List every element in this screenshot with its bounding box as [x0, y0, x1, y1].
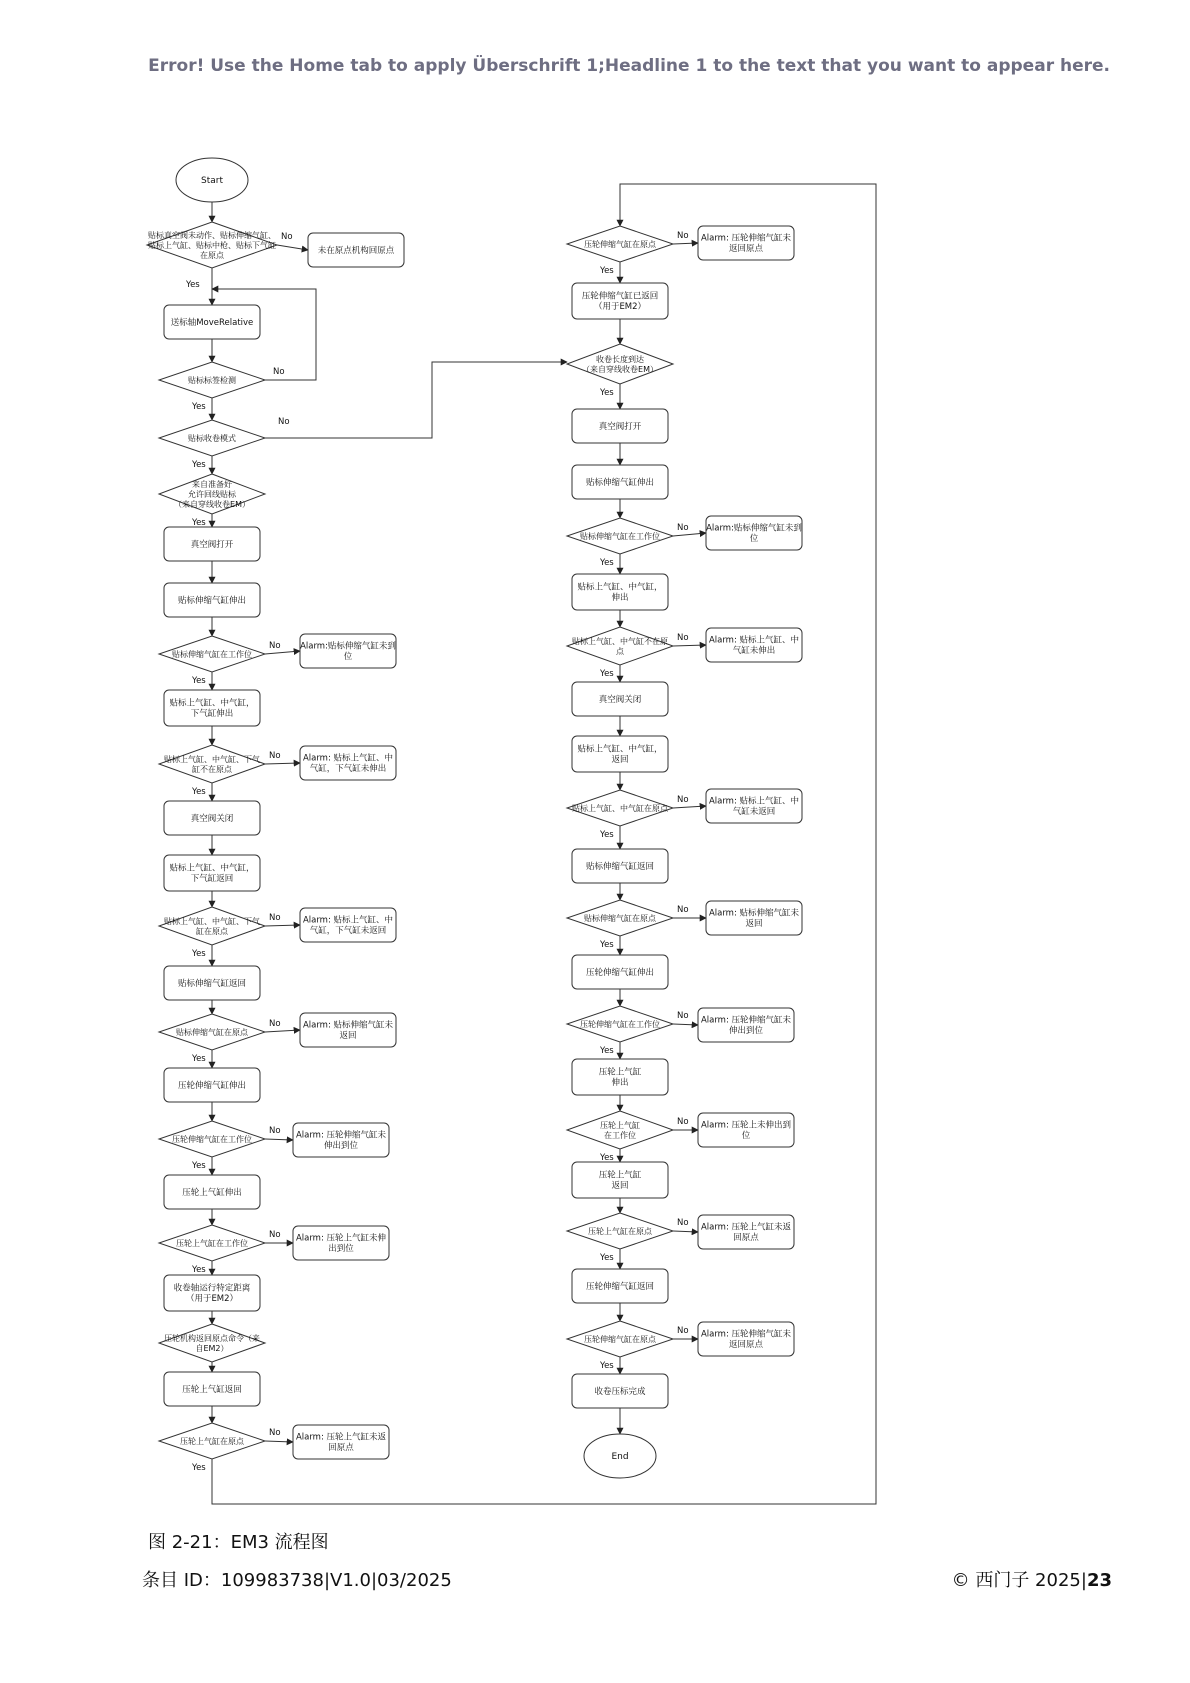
process-label-l_init_alarm: 未在原点机构回原点: [317, 245, 395, 256]
process-label-r_pu_work_a: Alarm: 压轮上未伸出到位: [700, 1120, 792, 1142]
decision-label-l_pu_home: 压轮上气缸在原点: [180, 1436, 244, 1446]
process-label-l_tel_ret: 贴标伸缩气缸返回: [177, 978, 247, 989]
process-label-l_move: 送标轴MoveRelative: [170, 317, 254, 328]
yes-label-l_pr_work: Yes: [192, 1161, 206, 1171]
process-label-r_pr_out: 压轮伸缩气缸伸出: [585, 967, 655, 978]
edge-no-r_pr_home-r_pr_home_a: [673, 243, 698, 244]
process-label-l_tel_out: 贴标伸缩气缸伸出: [177, 595, 247, 606]
no-label-l_label: No: [273, 367, 285, 377]
edge-no-l_umd_home-l_umd_out_a: [265, 763, 300, 764]
decision-label-l_home_cmd: 压轮机构返回原点命令（来自EM2）: [164, 1333, 260, 1353]
edge-no-l_tel_home-l_tel_home_a: [265, 1030, 300, 1032]
terminal-label-start: Start: [201, 176, 223, 187]
decision-label-l_tel_home: 贴标伸缩气缸在原点: [176, 1027, 248, 1037]
decision-label-l_tel_work: 贴标伸缩气缸在工作位: [172, 649, 252, 659]
yes-label-r_pr_work: Yes: [600, 1046, 614, 1056]
no-label-l_pr_work: No: [269, 1126, 281, 1136]
process-label-r_vac_open: 真空阀打开: [598, 421, 642, 432]
yes-label-l_umd_home: Yes: [192, 787, 206, 797]
process-label-l_pu_work_a: Alarm: 压轮上气缸未伸出到位: [295, 1233, 387, 1255]
footer-entry-id: 条目 ID：109983738|V1.0|03/2025: [142, 1570, 452, 1591]
no-label-r_pr_home2: No: [677, 1326, 689, 1336]
yes-label-l_umd_home2: Yes: [192, 949, 206, 959]
no-label-r_um_nothome: No: [677, 633, 689, 643]
process-label-r_vac_close: 真空阀关闭: [598, 694, 642, 705]
no-label-l_init: No: [281, 232, 293, 242]
yes-label-r_len: Yes: [600, 388, 614, 398]
process-label-l_vac_open: 真空阀打开: [190, 539, 234, 550]
edge-loop-to-right-column: [212, 184, 876, 1504]
process-label-r_pr_home2_a: Alarm: 压轮伸缩气缸未返回原点: [700, 1329, 792, 1351]
yes-label-l_init: Yes: [186, 280, 200, 290]
process-label-l_pu_home_a: Alarm: 压轮上气缸未返回原点: [295, 1432, 387, 1454]
decision-label-l_mode: 贴标收卷模式: [188, 433, 236, 443]
yes-label-r_tel_work: Yes: [600, 558, 614, 568]
process-label-l_tel_work_a: Alarm:贴标伸缩气缸未到位: [300, 641, 396, 663]
yes-label-r_pu_work: Yes: [600, 1153, 614, 1163]
decision-label-l_label: 贴标标签检测: [188, 375, 236, 385]
decision-label-r_um_nothome: 贴标上气缸、中气缸不在原点: [572, 636, 668, 656]
edge-no-r_um_home-r_um_ret_a: [673, 806, 706, 808]
decision-label-l_init: 贴标真空阀未动作、贴标伸缩气缸、贴标上气缸、贴标中枪、贴标下气缸在原点: [148, 230, 276, 260]
process-label-l_umd_out_a: Alarm: 贴标上气缸、中气缸，下气缸未伸出: [302, 753, 394, 775]
process-label-r_um_ret_a: Alarm: 贴标上气缸、中气缸未返回: [708, 796, 800, 818]
page-header: Error! Use the Home tab to apply Überschrift 1;Headline 1 to the text that you want to appear here.: [148, 56, 1110, 76]
process-label-l_pr_work_a: Alarm: 压轮伸缩气缸未伸出到位: [295, 1130, 387, 1152]
process-label-l_pr_out: 压轮伸缩气缸伸出: [177, 1080, 247, 1091]
copyright-text: © 西门子 2025: [951, 1570, 1081, 1591]
yes-label-l_ready: Yes: [192, 518, 206, 528]
no-label-l_mode: No: [278, 417, 290, 427]
process-label-l_pu_ret: 压轮上气缸返回: [182, 1384, 242, 1395]
edge-no-l_tel_work-l_tel_work_a: [265, 651, 300, 654]
decision-label-r_pr_home: 压轮伸缩气缸在原点: [584, 239, 656, 249]
process-label-r_pr_home_a: Alarm: 压轮伸缩气缸未返回原点: [700, 233, 792, 255]
yes-label-r_um_home: Yes: [600, 830, 614, 840]
decision-label-r_pr_home2: 压轮伸缩气缸在原点: [584, 1334, 656, 1344]
no-label-l_pu_work: No: [269, 1230, 281, 1240]
no-label-l_tel_home: No: [269, 1019, 281, 1029]
edge-no-l_pr_work-l_pr_work_a: [265, 1139, 293, 1140]
decision-label-r_len: 收卷长度到达（来自穿线收卷EM）: [582, 354, 658, 374]
decision-label-r_pu_work: 压轮上气缸在工作位: [600, 1120, 640, 1140]
decision-label-r_tel_home: 贴标伸缩气缸在原点: [584, 913, 656, 923]
edge-no-r_tel_work-r_tel_work_a: [673, 533, 706, 536]
footer-copyright: © 西门子 2025|23: [951, 1570, 1112, 1591]
no-label-r_tel_home: No: [677, 905, 689, 915]
edge-no-r_um_nothome-r_um_out_a: [673, 645, 706, 646]
process-label-r_pu_out: 压轮上气缸伸出: [598, 1067, 642, 1089]
yes-label-r_pr_home2: Yes: [600, 1361, 614, 1371]
process-label-r_um_out_a: Alarm: 贴标上气缸、中气缸未伸出: [708, 635, 800, 657]
edge-no-r_pu_home-r_pu_home_a: [673, 1231, 698, 1232]
no-label-r_pu_work: No: [677, 1117, 689, 1127]
edge-no-l_init-l_init_alarm: [277, 245, 308, 250]
no-label-l_umd_home: No: [269, 751, 281, 761]
decision-label-r_tel_work: 贴标伸缩气缸在工作位: [580, 531, 660, 541]
process-label-r_pu_ret: 压轮上气缸返回: [598, 1170, 642, 1192]
no-label-r_pr_work: No: [677, 1011, 689, 1021]
process-label-l_umd_out: 贴标上气缸、中气缸，下气缸伸出: [169, 698, 255, 720]
no-label-r_tel_work: No: [677, 523, 689, 533]
process-label-r_tel_work_a: Alarm:贴标伸缩气缸未到位: [706, 523, 802, 545]
process-label-r_pu_home_a: Alarm: 压轮上气缸未返回原点: [700, 1222, 792, 1244]
no-label-l_umd_home2: No: [269, 913, 281, 923]
no-label-r_pu_home: No: [677, 1218, 689, 1228]
yes-label-l_tel_work: Yes: [192, 676, 206, 686]
decision-label-r_pr_work: 压轮伸缩气缸在工作位: [580, 1019, 660, 1029]
yes-label-l_tel_home: Yes: [192, 1054, 206, 1064]
process-label-r_tel_ret: 贴标伸缩气缸返回: [585, 861, 655, 872]
process-label-l_vac_close: 真空阀关闭: [190, 813, 234, 824]
process-label-r_tel_out: 贴标伸缩气缸伸出: [585, 477, 655, 488]
edge-no-l_pu_home-l_pu_home_a: [265, 1441, 293, 1442]
yes-label-r_um_nothome: Yes: [600, 669, 614, 679]
yes-label-l_mode: Yes: [192, 460, 206, 470]
no-label-r_pr_home: No: [677, 231, 689, 241]
process-label-l_umd_ret_a: Alarm: 贴标上气缸、中气缸，下气缸未返回: [302, 915, 394, 937]
edge-no-l_mode-r_len: [265, 362, 567, 438]
decision-label-l_pr_work: 压轮伸缩气缸在工作位: [172, 1134, 252, 1144]
process-label-r_pr_ret: 压轮伸缩气缸返回: [585, 1281, 655, 1292]
decision-label-r_um_home: 贴标上气缸、中气缸在原点: [572, 803, 668, 813]
process-label-r_pr_work_a: Alarm: 压轮伸缩气缸未伸出到位: [700, 1015, 792, 1037]
decision-label-r_pu_home: 压轮上气缸在原点: [588, 1226, 652, 1236]
yes-label-r_pr_home: Yes: [600, 266, 614, 276]
process-label-r_pr_back: 压轮伸缩气缸已返回（用于EM2）: [581, 291, 659, 313]
process-label-r_tel_home_a: Alarm: 贴标伸缩气缸未返回: [708, 908, 800, 930]
edge-no-l_umd_home2-l_umd_ret_a: [265, 925, 300, 926]
no-label-l_pu_home: No: [269, 1428, 281, 1438]
process-label-r_um_out: 贴标上气缸、中气缸，伸出: [577, 582, 663, 604]
process-label-l_pu_out: 压轮上气缸伸出: [182, 1187, 242, 1198]
yes-label-l_label: Yes: [192, 402, 206, 412]
yes-label-r_pu_home: Yes: [600, 1253, 614, 1263]
decision-label-l_umd_home: 贴标上气缸、中气缸、下气缸不在原点: [164, 754, 260, 774]
figure-caption: 图 2-21：EM3 流程图: [148, 1532, 329, 1553]
process-label-r_done: 收卷压标完成: [594, 1386, 646, 1397]
process-label-l_wind: 收卷轴运行特定距离（用于EM2）: [173, 1283, 251, 1305]
decision-label-l_pu_work: 压轮上气缸在工作位: [176, 1238, 248, 1248]
decision-label-l_ready: 来自准备好允许回线贴标（来自穿线收卷EM）: [174, 479, 250, 509]
decision-label-l_umd_home2: 贴标上气缸、中气缸、下气缸在原点: [164, 916, 260, 936]
process-label-l_umd_ret: 贴标上气缸、中气缸，下气缸返回: [169, 863, 255, 885]
terminal-label-end: End: [611, 1452, 629, 1463]
process-label-l_tel_home_a: Alarm: 贴标伸缩气缸未返回: [302, 1020, 394, 1042]
no-label-r_um_home: No: [677, 795, 689, 805]
process-label-r_um_ret: 贴标上气缸、中气缸，返回: [577, 744, 663, 766]
page-number: 23: [1086, 1570, 1112, 1591]
yes-label-r_tel_home: Yes: [600, 940, 614, 950]
yes-label-l_pu_home: Yes: [192, 1463, 206, 1473]
no-label-l_tel_work: No: [269, 641, 281, 651]
yes-label-l_pu_work: Yes: [192, 1265, 206, 1275]
edge-no-r_pr_work-r_pr_work_a: [673, 1024, 698, 1025]
